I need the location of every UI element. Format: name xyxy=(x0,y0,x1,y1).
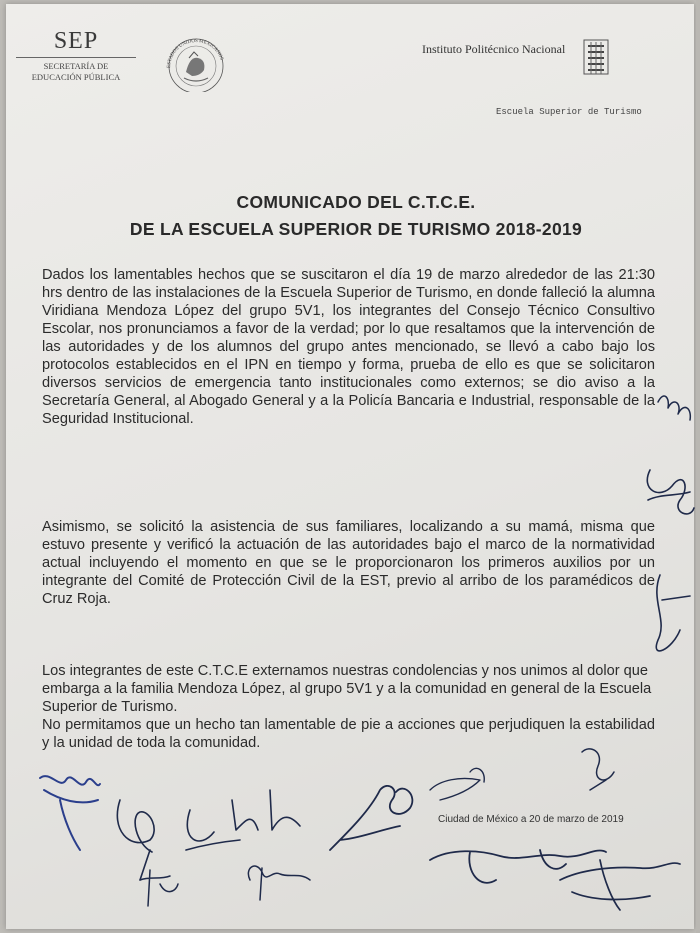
place-date: Ciudad de México a 20 de marzo de 2019 xyxy=(438,814,624,825)
school-name: Escuela Superior de Turismo xyxy=(496,107,642,117)
sep-subtitle-line2: EDUCACIÓN PÚBLICA xyxy=(31,72,121,82)
document-title-line1: COMUNICADO DEL C.T.C.E. xyxy=(236,192,476,212)
sep-divider xyxy=(16,57,136,58)
sep-logo xyxy=(16,28,136,83)
paragraph-4: No permitamos que un hecho tan lamentable de pie a acciones que perjudiquen la estabilidad y la unidad de toda la comunidad. xyxy=(42,717,655,751)
mexican-seal-icon xyxy=(156,28,236,92)
institution-name: Instituto Politécnico Nacional xyxy=(422,42,566,56)
document-title-line2: DE LA ESCUELA SUPERIOR DE TURISMO 2018-2019 xyxy=(129,219,583,239)
ipn-logo-icon xyxy=(581,38,611,76)
paragraph-3: Los integrantes de este C.T.C.E externamos nuestras condolencias y nos unimos al dolor que embarga a la familia Mendoza López, al grupo 5V1 y a la comunidad en general de la Escuela Superior de Turismo. xyxy=(42,663,652,715)
paragraph-1: Dados los lamentables hechos que se suscitaron el día 19 de marzo alrededor de las 21:30 hrs dentro de las instalaciones de la Escuela Superior de Turismo, en donde falleció la alumna Viridiana Mendoza López del grupo 5V1, los integrantes del Consejo Técnico Consultivo Escolar, nos pronunciamos a favor de la verdad; por lo que resaltamos que la intervención de las autoridades y de los alumnos del grupo antes mencionado, se llevó a cabo bajo los protocolos establecidos en el IPN en tiempo y forma, prueba de ello es que se solicitaron diversos servicios de emergencia tanto institucionales como externos; se dio aviso a la Secretaría General, al Abogado General y a la Policía Bancaria e Industrial, responsable de la Seguridad Institucional. xyxy=(42,267,655,427)
sep-logo-text: SEP xyxy=(53,28,99,54)
document-page xyxy=(6,4,694,929)
sep-subtitle-line1: SECRETARÍA DE xyxy=(43,61,109,71)
paragraph-2: Asimismo, se solicitó la asistencia de sus familiares, localizando a su mamá, misma que estuvo presente y verificó la actuación de las autoridades bajo el marco de la normatividad actual incluyendo el momento en que se le proporcionaron los primeros auxilios por un integrante del Comité de Protección Civil de la EST, previo al arribo de los paramédicos de Cruz Roja. xyxy=(42,519,655,607)
seal-text: ESTADOS UNIDOS MEXICANOS xyxy=(166,38,224,69)
page-edge-shadow xyxy=(696,0,700,933)
